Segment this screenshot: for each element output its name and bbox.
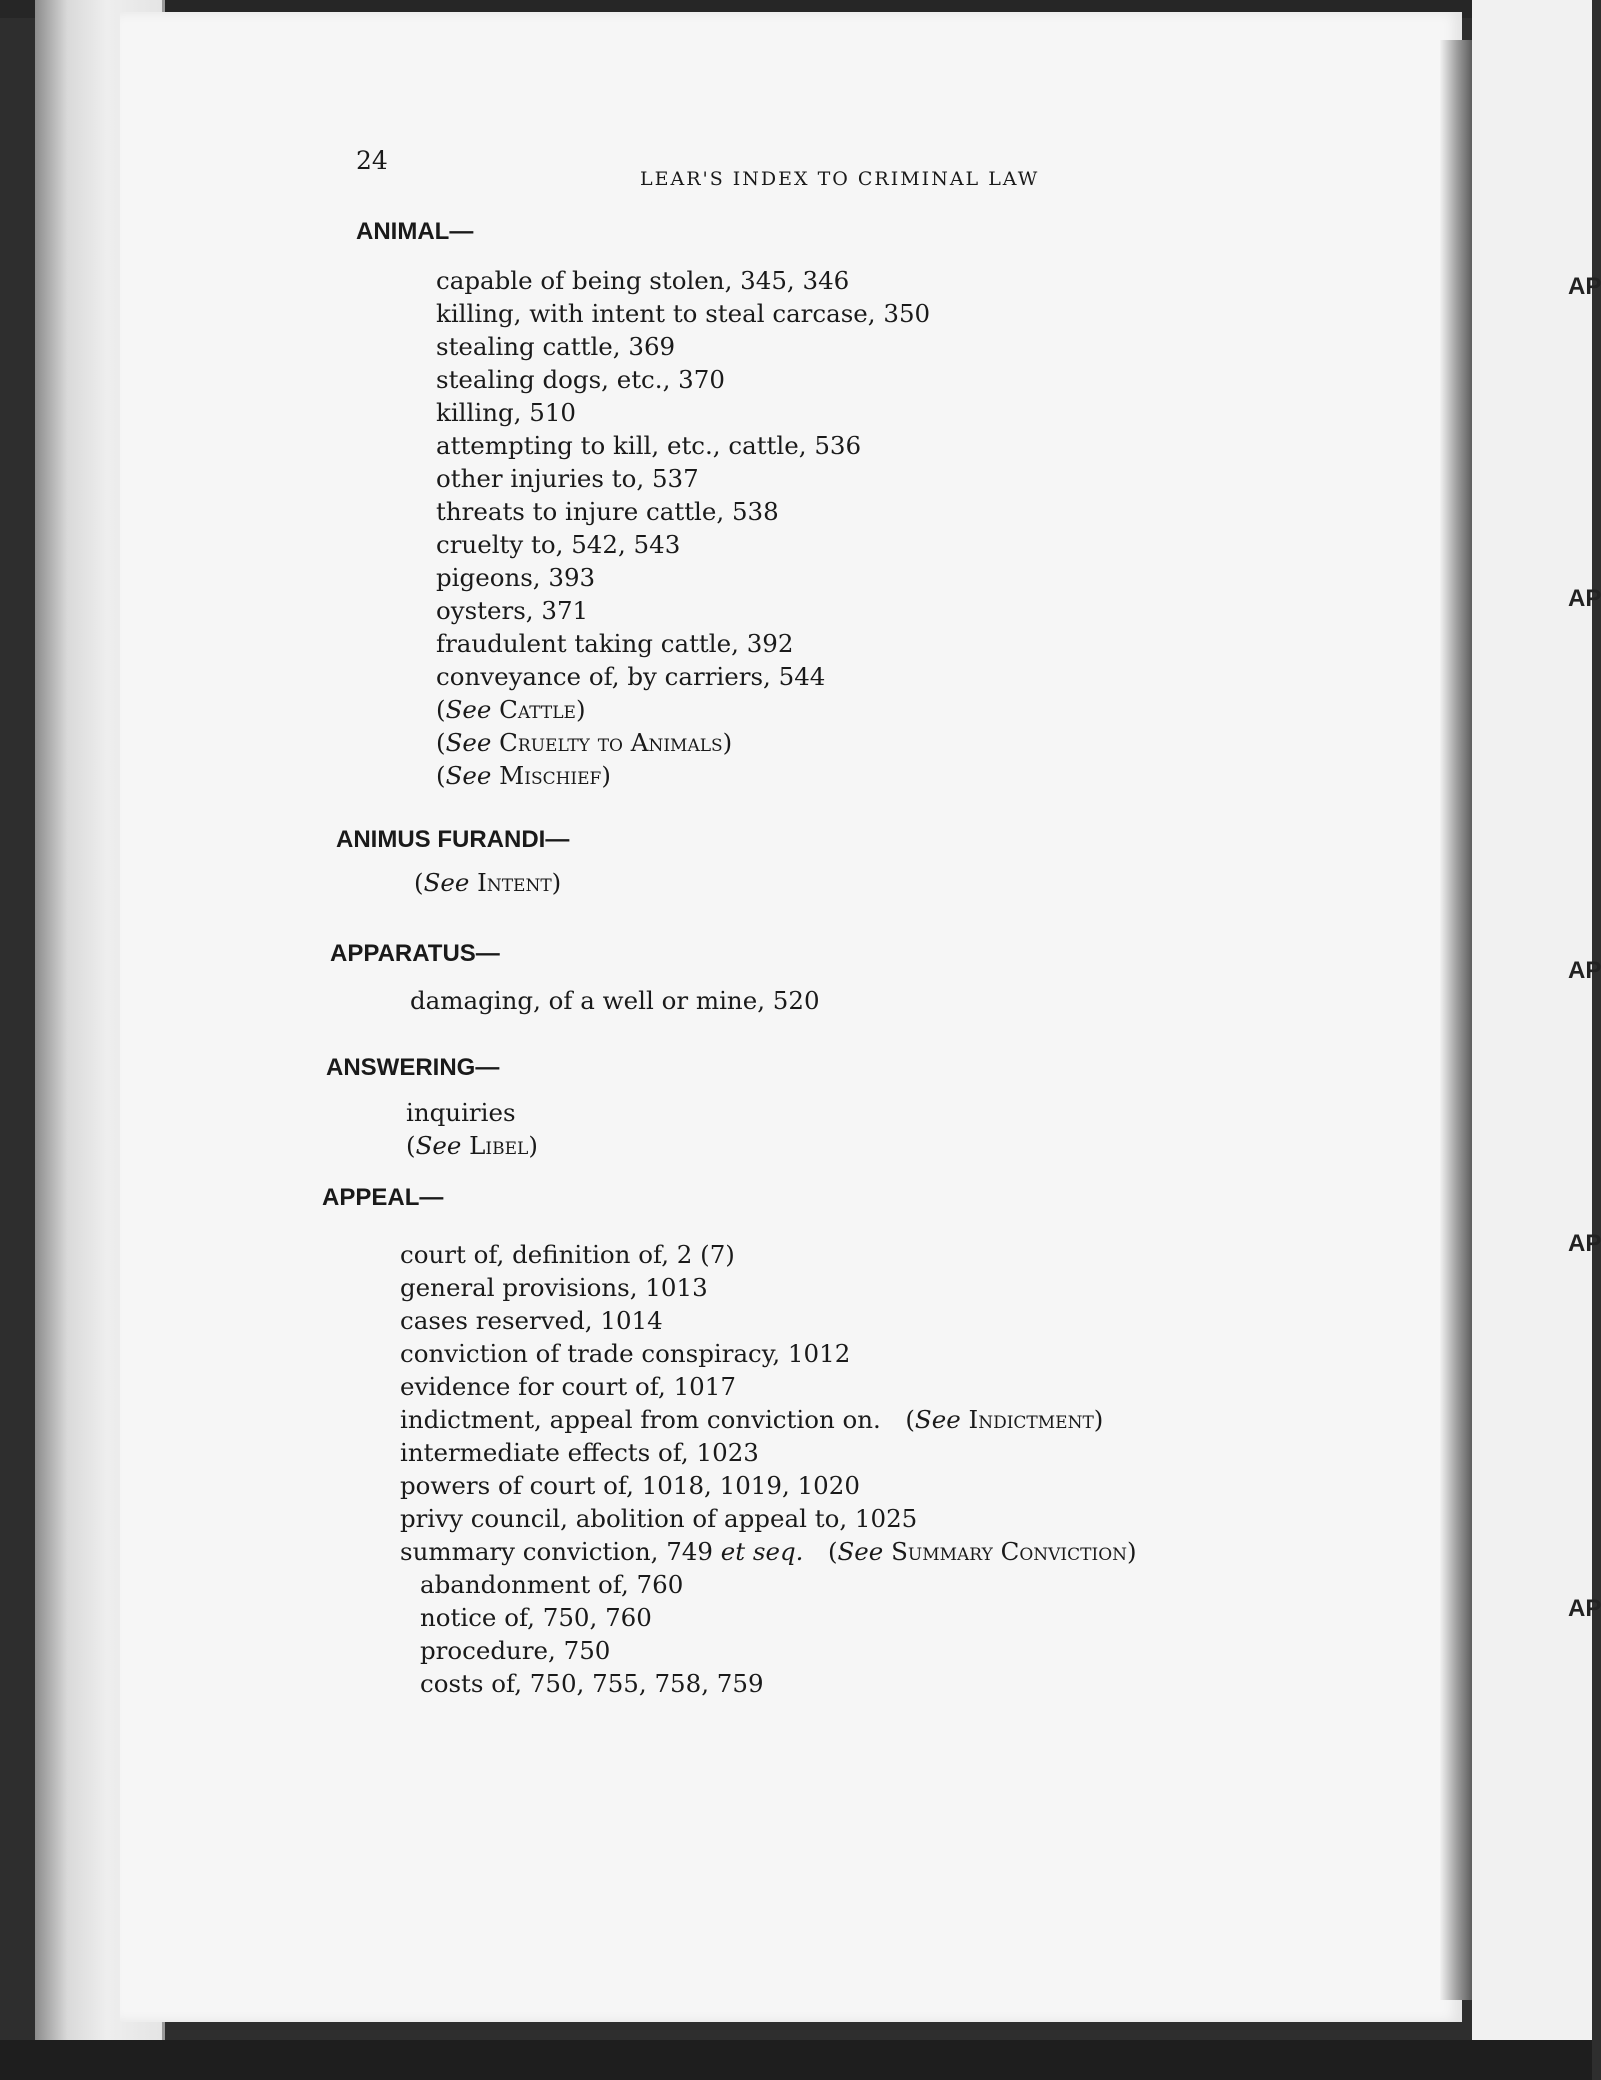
index-subentry: (See Mischief): [436, 761, 611, 790]
index-subentry: [436, 660, 930, 693]
see-label: See: [445, 761, 492, 790]
index-subentry: [400, 1469, 1137, 1502]
subentry-text: other injuries to, 537: [436, 464, 699, 493]
cross-reference: Intent: [477, 868, 552, 897]
index-entry-animal: [356, 218, 930, 792]
index-subentry: [436, 528, 930, 561]
facing-page-heading-fragment: AP: [1568, 1230, 1601, 1257]
entry-list: [414, 866, 569, 899]
index-heading: APPEAL—: [322, 1184, 444, 1211]
see-label: See: [914, 1405, 961, 1434]
subentry-text: abandonment of, 760: [420, 1570, 684, 1599]
facing-page-heading-fragment: AP: [1568, 957, 1601, 984]
index-entry-animus-furandi: [336, 826, 569, 899]
cross-reference: Libel: [469, 1131, 529, 1160]
subentry-text: pigeons, 393: [436, 563, 596, 592]
running-title: LEAR'S INDEX TO CRIMINAL LAW: [640, 168, 1040, 190]
subentry-text: attempting to kill, etc., cattle, 536: [436, 431, 862, 460]
index-subentry: [400, 1568, 1137, 1601]
index-subentry: [436, 264, 930, 297]
index-subentry: [436, 363, 930, 396]
entry-list: [436, 264, 930, 792]
subentry-text: procedure, 750: [420, 1636, 611, 1665]
index-entry-apparatus: [330, 940, 820, 1017]
index-subentry: [436, 297, 930, 330]
subentry-text: evidence for court of, 1017: [400, 1372, 736, 1401]
page-number: 24: [356, 146, 388, 175]
subentry-text: intermediate effects of, 1023: [400, 1438, 759, 1467]
see-label: See: [415, 1131, 462, 1160]
cross-reference: Cruelty to Animals: [499, 728, 723, 757]
cross-reference: Indictment: [968, 1405, 1094, 1434]
subentry-text: notice of, 750, 760: [420, 1603, 652, 1632]
index-subentry: indictment, appeal from conviction on. (See Indictment): [400, 1405, 1104, 1434]
subentry-text: stealing dogs, etc., 370: [436, 365, 725, 394]
index-heading: ANIMUS FURANDI—: [336, 826, 570, 853]
index-subentry: [400, 1238, 1137, 1271]
facing-page-heading-fragment: AP: [1568, 273, 1601, 300]
index-subentry: [406, 1096, 538, 1129]
subentry-text: cases reserved, 1014: [400, 1306, 663, 1335]
see-label: See: [445, 728, 492, 757]
scan-bottom-border: [0, 2040, 1592, 2080]
facing-page-heading-fragment: AP: [1568, 585, 1601, 612]
index-subentry: [436, 594, 930, 627]
index-subentry: [436, 495, 930, 528]
subentry-text: conveyance of, by carriers, 544: [436, 662, 826, 691]
index-heading: ANIMAL—: [356, 218, 474, 245]
index-subentry: (See Cruelty to Animals): [436, 728, 733, 757]
index-entry-appeal: [322, 1184, 1137, 1700]
index-subentry: [400, 1601, 1137, 1634]
index-subentry: [400, 1634, 1137, 1667]
see-label: See: [837, 1537, 884, 1566]
index-subentry: [400, 1370, 1137, 1403]
subentry-text: conviction of trade conspiracy, 1012: [400, 1339, 851, 1368]
index-subentry: (See Intent): [414, 868, 562, 897]
et-seq-text: et seq.: [720, 1537, 804, 1566]
index-subentry: [436, 429, 930, 462]
subentry-text: inquiries: [406, 1098, 516, 1127]
index-subentry: [436, 462, 930, 495]
subentry-text: general provisions, 1013: [400, 1273, 708, 1302]
subentry-text: stealing cattle, 369: [436, 332, 676, 361]
subentry-text: threats to injure cattle, 538: [436, 497, 779, 526]
subentry-text: fraudulent taking cattle, 392: [436, 629, 794, 658]
cross-reference: Mischief: [499, 761, 602, 790]
index-subentry: [400, 1337, 1137, 1370]
subentry-text: killing, with intent to steal carcase, 350: [436, 299, 931, 328]
index-subentry: (See Cattle): [436, 695, 586, 724]
binding-gutter: [1440, 40, 1472, 2000]
index-subentry: [436, 627, 930, 660]
facing-page-heading-fragment: AP: [1568, 1595, 1601, 1622]
index-subentry: summary conviction, 749 et seq. (See Summary Conviction): [400, 1537, 1137, 1566]
index-subentry: [400, 1304, 1137, 1337]
subentry-text: killing, 510: [436, 398, 576, 427]
subentry-text: court of, definition of, 2 (7): [400, 1240, 735, 1269]
index-heading: APPARATUS—: [330, 940, 500, 967]
entry-list: [406, 1096, 538, 1162]
index-subentry: [400, 1436, 1137, 1469]
subentry-text: costs of, 750, 755, 758, 759: [420, 1669, 764, 1698]
subentry-text: oysters, 371: [436, 596, 589, 625]
index-subentry: [410, 984, 820, 1017]
see-label: See: [445, 695, 492, 724]
index-entry-answering: [326, 1054, 538, 1162]
subentry-text: summary conviction, 749: [400, 1537, 713, 1566]
entry-list: [410, 984, 820, 1017]
index-subentry: [436, 396, 930, 429]
index-subentry: [400, 1667, 1137, 1700]
index-subentry: [400, 1502, 1137, 1535]
cross-reference: Cattle: [499, 695, 576, 724]
index-subentry: (See Libel): [406, 1131, 538, 1160]
subentry-text: powers of court of, 1018, 1019, 1020: [400, 1471, 860, 1500]
subentry-text: privy council, abolition of appeal to, 1025: [400, 1504, 918, 1533]
subentry-text: capable of being stolen, 345, 346: [436, 266, 850, 295]
facing-page: [1472, 0, 1592, 2040]
subentry-text: indictment, appeal from conviction on.: [400, 1405, 881, 1434]
cross-reference: Summary Conviction: [891, 1537, 1128, 1566]
index-subentry: [436, 330, 930, 363]
see-label: See: [423, 868, 470, 897]
subentry-text: damaging, of a well or mine, 520: [410, 986, 820, 1015]
index-subentry: [400, 1271, 1137, 1304]
index-subentry: [436, 561, 930, 594]
subentry-text: cruelty to, 542, 543: [436, 530, 681, 559]
entry-list: [400, 1238, 1137, 1700]
index-heading: ANSWERING—: [326, 1054, 500, 1081]
